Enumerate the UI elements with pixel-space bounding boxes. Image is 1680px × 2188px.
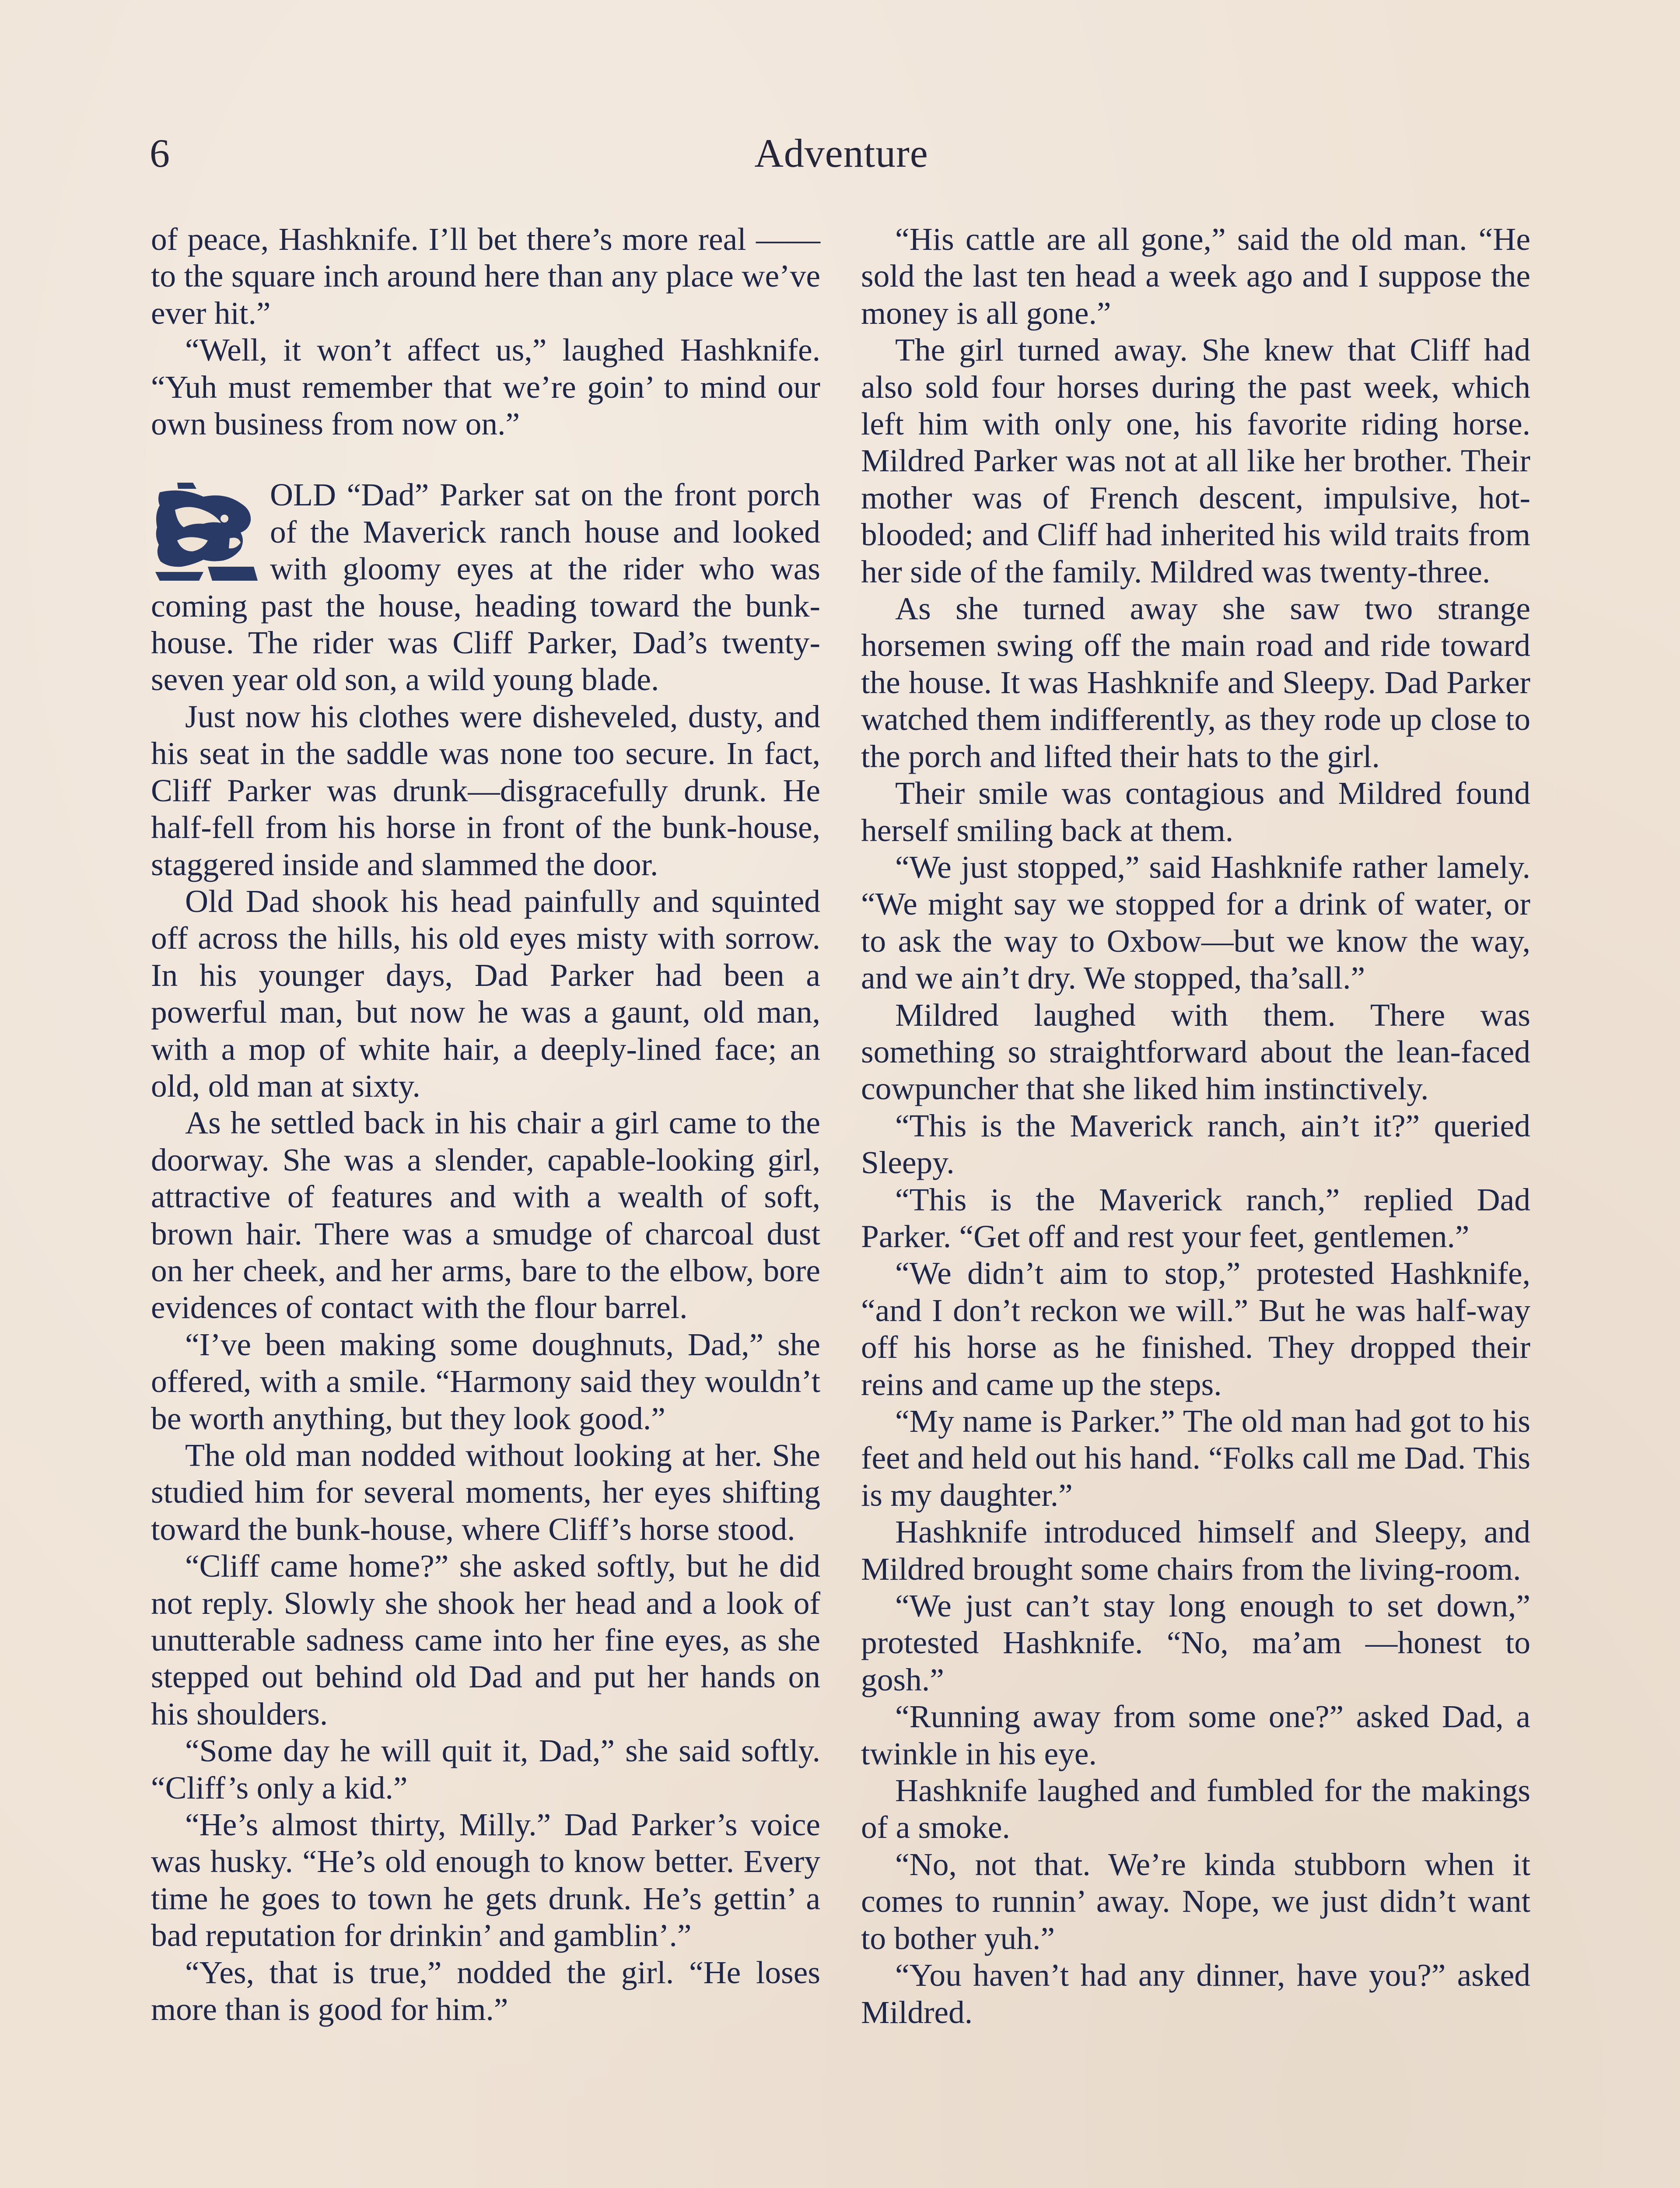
paragraph: “Some day he will quit it, Dad,” she said softly. “Cliff’s only a kid.” <box>151 1733 820 1806</box>
paragraph: Just now his clothes were disheveled, dusty, and his seat in the saddle was none too secure. In fact, Cliff Parker was drunk—disgracefully drunk. He half-fell from his horse in front of the bunk-house, staggered inside and slammed the door. <box>151 698 820 882</box>
paragraph: “We didn’t aim to stop,” protested Hashknife, “and I don’t reckon we will.” But he was half-way off his horse as he finished. They dropped their reins and came up the steps. <box>861 1255 1530 1402</box>
paragraph: “Cliff came home?” she asked softly, but he did not reply. Slowly she shook her head and a look of unutterable sadness came into her fine eyes, as she stepped out behind old Dad and put her hands on his shoulders. <box>151 1548 820 1732</box>
right-text-column <box>861 221 1530 2031</box>
paragraph: “Running away from some one?” asked Dad, a twinkle in his eye. <box>861 1699 1530 1771</box>
paragraph: “We just stopped,” said Hashknife rather lamely. “We might say we stopped for a drink of water, or to ask the way to Oxbow—but we know the way, and we ain’t dry. We stopped, tha’sall.” <box>861 849 1530 996</box>
paragraph: “I’ve been making some doughnuts, Dad,” she offered, with a smile. “Harmony said they wouldn’t be worth anything, but they look good.” <box>151 1326 820 1436</box>
paragraph-drop-cap <box>151 477 820 698</box>
running-head: Adventure <box>754 131 928 175</box>
paragraph: Their smile was contagious and Mildred found herself smiling back at them. <box>861 775 1530 848</box>
page-number: 6 <box>150 131 170 175</box>
decorative-initial-o-horse-head-icon <box>151 479 260 585</box>
paragraph: “Yes, that is true,” nodded the girl. “He loses more than is good for him.” <box>151 1954 820 2027</box>
paragraph: Hashknife introduced himself and Sleepy, and Mildred brought some chairs from the living-room. <box>861 1514 1530 1587</box>
paragraph: “My name is Parker.” The old man had got to his feet and held out his hand. “Folks call me Dad. This is my daughter.” <box>861 1403 1530 1513</box>
paragraph: “This is the Maverick ranch,” replied Dad Parker. “Get off and rest your feet, gentlemen.” <box>861 1182 1530 1254</box>
paragraph: Mildred laughed with them. There was something so straightforward about the lean-faced cowpuncher that she liked him instinctively. <box>861 997 1530 1107</box>
paragraph: “You haven’t had any dinner, have you?” asked Mildred. <box>861 1957 1530 2030</box>
paragraph: “Well, it won’t affect us,” laughed Hashknife. “Yuh must remember that we’re goin’ to mind our own business from now on.” <box>151 332 820 442</box>
paragraph: “No, not that. We’re kinda stubborn when it comes to runnin’ away. Nope, we just didn’t want to bother yuh.” <box>861 1846 1530 1956</box>
paragraph-text: OLD “Dad” Parker sat on the front porch of the Maverick ranch house and looked with gloomy eyes at the rider who was coming past the house, heading toward the bunk-house. The rider was Cliff Parker, Dad’s twenty-seven year old son, a wild young blade. <box>151 477 820 698</box>
paragraph: Hashknife laughed and fumbled for the makings of a smoke. <box>861 1773 1530 1845</box>
paragraph: The girl turned away. She knew that Cliff had also sold four horses during the past week, which left him with only one, his favorite riding horse. Mildred Parker was not at all like her brother. Their mother was of French descent, impulsive, hot-blooded; and Cliff had inherited his wild traits from her side of the family. Mildred was twenty-three. <box>861 332 1530 589</box>
paragraph: of peace, Hashknife. I’ll bet there’s more real —— to the square inch around here than any place we’ve ever hit.” <box>151 221 820 331</box>
paragraph: The old man nodded without looking at her. She studied him for several moments, her eyes shifting toward the bunk-house, where Cliff’s horse stood. <box>151 1438 820 1547</box>
paragraph: As he settled back in his chair a girl came to the doorway. She was a slender, capable-looking girl, attractive of features and with a wealth of soft, brown hair. There was a smudge of charcoal dust on her cheek, and her arms, bare to the elbow, bore evidences of contact with the flour barrel. <box>151 1105 820 1325</box>
paragraph: “This is the Maverick ranch, ain’t it?” queried Sleepy. <box>861 1108 1530 1181</box>
paragraph: “We just can’t stay long enough to set down,” protested Hashknife. “No, ma’am —honest to gosh.” <box>861 1588 1530 1697</box>
paragraph: “His cattle are all gone,” said the old man. “He sold the last ten head a week ago and I suppose the money is all gone.” <box>861 221 1530 331</box>
page-header <box>150 125 1533 195</box>
paragraph: “He’s almost thirty, Milly.” Dad Parker’s voice was husky. “He’s old enough to know better. Every time he goes to town he gets drunk. He’s gettin’ a bad reputation for drinkin’ and gamblin’.” <box>151 1807 820 1953</box>
left-text-column <box>151 221 820 2028</box>
paragraph: As she turned away she saw two strange horsemen swing off the main road and ride toward the house. It was Hashknife and Sleepy. Dad Parker watched them indifferently, as they rode up close to the porch and lifted their hats to the girl. <box>861 591 1530 774</box>
paragraph: Old Dad shook his head painfully and squinted off across the hills, his old eyes misty with sorrow. In his younger days, Dad Parker had been a powerful man, but now he was a gaunt, old man, with a mop of white hair, a deeply-lined face; an old, old man at sixty. <box>151 883 820 1104</box>
